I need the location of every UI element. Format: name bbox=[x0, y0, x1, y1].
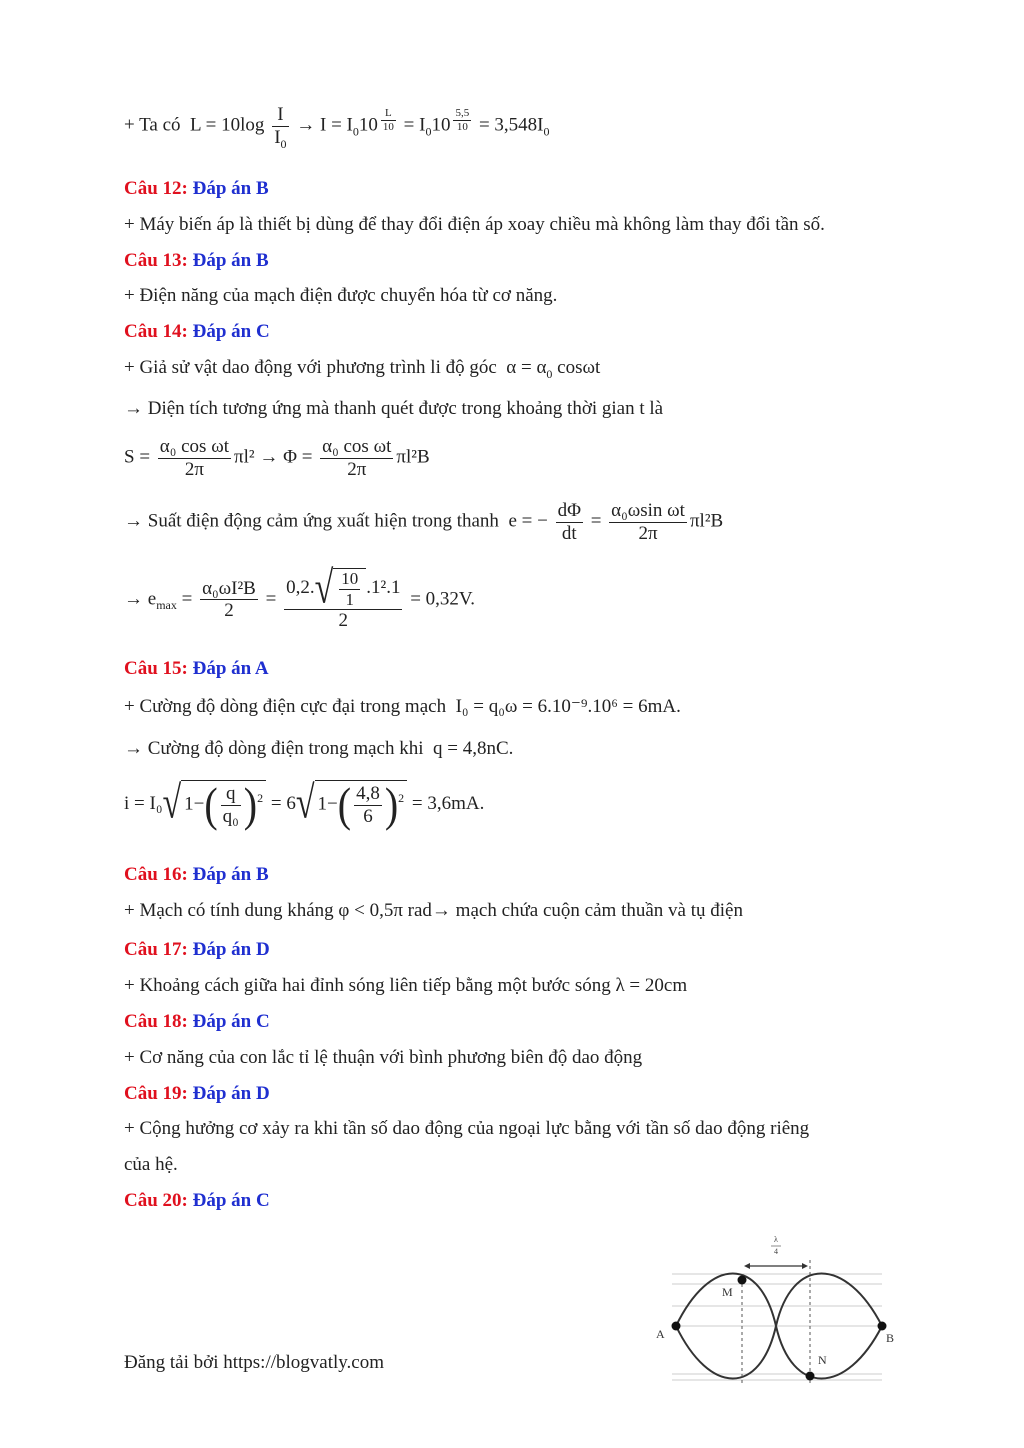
question-20-heading: Câu 20: Đáp án C bbox=[124, 1190, 270, 1211]
formula-emax: → $e_{max}$ = $\frac{\text{α₀ωI²B}}{2}$ = 0,2.√ $\frac{10}{1}$ .1².1 2 = 0,32V. bbox=[124, 563, 475, 632]
question-18-text: + Cơ năng của con lắc tỉ lệ thuận với bình phương biên độ dao động bbox=[124, 1047, 643, 1068]
numerator: I bbox=[277, 104, 284, 125]
formula-area-flux: S = $\frac{\text{α₀ cos ωt}}{2\pi}$ πl² → Φ = $\frac{\text{α₀ cos ωt}}{2\pi}$ πl²B bbox=[124, 436, 430, 480]
point-b bbox=[878, 1322, 887, 1331]
arrowhead-left bbox=[744, 1263, 750, 1269]
four-label: 4 bbox=[774, 1247, 778, 1256]
formula-part: L = 10log bbox=[190, 114, 265, 136]
formula-current: i = I₀√ 1−( $\frac{q}{\text{q₀}}$ )$^2$ = 6√ 1−( $\frac{4,8}{6}$ )$^2$ = 3,6mA. bbox=[124, 777, 485, 832]
label-a: A bbox=[656, 1327, 665, 1341]
text-prefix: + Ta có bbox=[124, 114, 181, 136]
formula-emf: → Suất điện động cảm ứng xuất hiện trong thanh e = − $\frac{d\Phi}{dt}$ = $\frac{\text{α₀ωsin ωt}}{2\pi}$ πl²B bbox=[124, 500, 724, 544]
question-15-line2: → Cường độ dòng điện trong mạch khi q = 4,8nC. bbox=[124, 738, 514, 759]
question-12-text: + Máy biến áp là thiết bị dùng để thay đổi điện áp xoay chiều mà không làm thay đổi tần số. bbox=[124, 214, 825, 235]
question-19-text-2: của hệ. bbox=[124, 1154, 178, 1175]
standing-wave-diagram bbox=[650, 1226, 900, 1386]
question-17-heading: Câu 17: Đáp án D bbox=[124, 939, 270, 960]
formula-line-intensity: + Ta có L = 10log $\frac{I}{I_0}$ → $I = I_010$ $^{\frac{L}{10}}$ = $I_010$ $^{\frac{5,5}{10}}$ = $3,548I_0$ bbox=[124, 104, 550, 151]
point-a bbox=[672, 1322, 681, 1331]
formula-part: → I = I bbox=[296, 114, 353, 136]
question-17-text: + Khoảng cách giữa hai đỉnh sóng liên tiếp bằng một bước sóng λ = 20cm bbox=[124, 975, 688, 996]
label-m: M bbox=[722, 1285, 733, 1299]
fraction-i-over-i0 bbox=[272, 104, 288, 149]
point-n bbox=[806, 1372, 815, 1381]
question-19-text-1: + Cộng hưởng cơ xảy ra khi tần số dao động của ngoại lực bằng với tần số dao động riêng bbox=[124, 1118, 810, 1139]
arrowhead-right bbox=[802, 1263, 808, 1269]
label-n: N bbox=[818, 1353, 827, 1367]
question-15-heading: Câu 15: Đáp án A bbox=[124, 658, 269, 679]
label-b: B bbox=[886, 1331, 895, 1345]
lambda-label: λ bbox=[774, 1235, 778, 1244]
question-14-line2: → Diện tích tương ứng mà thanh quét được trong khoảng thời gian t là bbox=[124, 398, 664, 419]
question-12-heading: Câu 12: Đáp án B bbox=[124, 178, 269, 199]
question-13-text: + Điện năng của mạch điện được chuyển hóa từ cơ năng. bbox=[124, 285, 558, 306]
question-16-heading: Câu 16: Đáp án B bbox=[124, 864, 269, 885]
question-14-heading: Câu 14: Đáp án C bbox=[124, 321, 270, 342]
question-14-line1: + Giả sử vật dao động với phương trình li độ góc $\alpha = \alpha_0$ cosωt bbox=[124, 357, 601, 381]
point-m bbox=[738, 1276, 747, 1285]
question-13-heading: Câu 13: Đáp án B bbox=[124, 250, 269, 271]
question-15-line1: + Cường độ dòng điện cực đại trong mạch I₀ = q₀ω = 6.10⁻⁹.10⁶ = 6mA. bbox=[124, 696, 681, 717]
question-18-heading: Câu 18: Đáp án C bbox=[124, 1011, 270, 1032]
footer-credit: Đăng tải bởi https://blogvatly.com bbox=[124, 1352, 385, 1373]
question-19-heading: Câu 19: Đáp án D bbox=[124, 1083, 270, 1104]
question-16-text: + Mạch có tính dung kháng φ < 0,5π rad→ mạch chứa cuộn cảm thuần và tụ điện bbox=[124, 900, 743, 921]
denominator: $I_0$ bbox=[274, 126, 287, 151]
